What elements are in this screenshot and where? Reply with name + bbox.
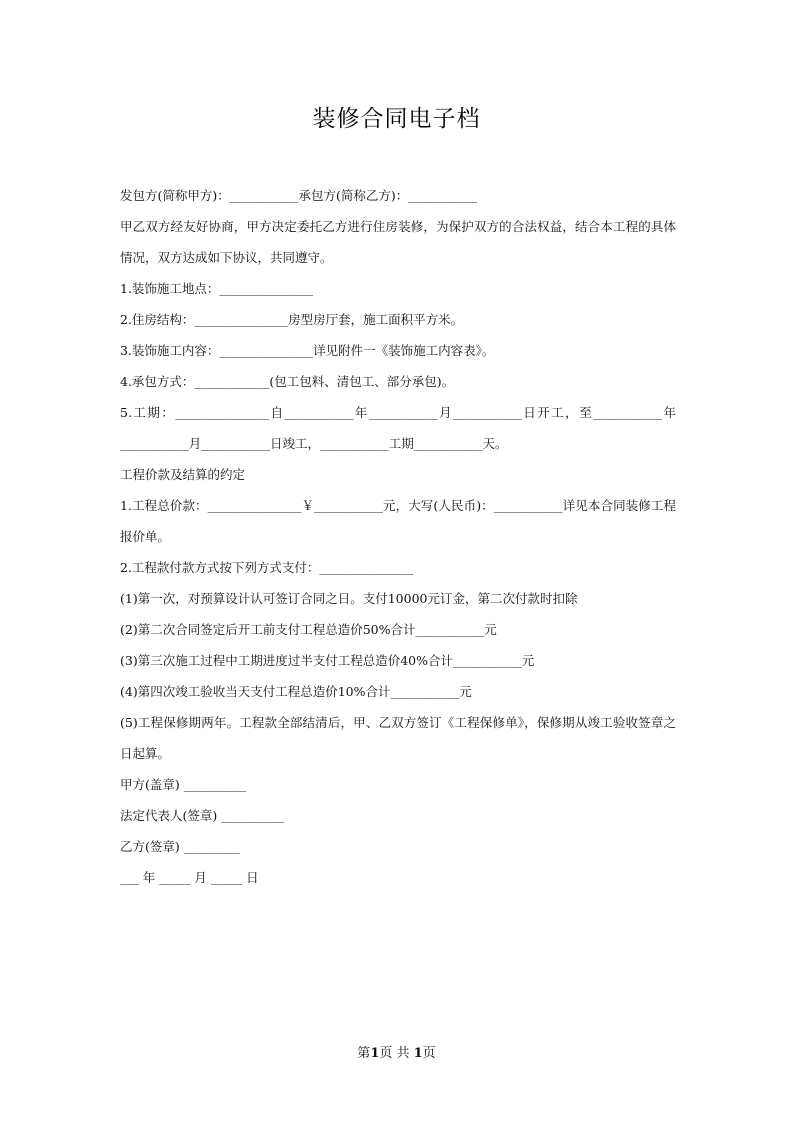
footer-suffix: 页 [422,1046,436,1061]
page-footer [0,1042,793,1061]
payment-item-5: (5)工程保修期两年。工程款全部结清后，甲、乙双方签订《工程保修单》，保修期从竣工验收签章之日起算。 [120,715,676,761]
signature-legal-rep: 法定代表人(签章) __________ [120,808,284,823]
payment-item-4: (4)第四次竣工验收当天支付工程总造价10%合计___________元 [120,684,472,699]
footer-middle: 页 共 [379,1046,414,1061]
clause-total-price: 1.工程总价款：_______________￥___________元，大写(人民币)：___________详见本合同装修工程报价单。 [120,498,676,544]
signature-party-b: 乙方(签章) _________ [120,839,240,854]
clause-schedule: 5.工期：_______________自___________年___________月___________日开工，至___________年___________月___________日竣工，___________工期___________天。 [120,405,676,451]
parties-line: 发包方(简称甲方)：___________承包方(简称乙方)：___________ [120,188,478,203]
document-body [120,180,676,893]
footer-total-pages: 1 [413,1046,423,1061]
payment-item-1: (1)第一次，对预算设计认可签订合同之日。支付10000元订金，第二次付款时扣除 [120,591,578,606]
payment-item-3: (3)第三次施工过程中工期进度过半支付工程总造价40%合计___________元 [120,653,535,668]
footer-prefix: 第 [357,1046,371,1061]
document-title: 装修合同电子档 [312,106,481,132]
intro-paragraph: 甲乙双方经友好协商，甲方决定委托乙方进行住房装修，为保护双方的合法权益，结合本工程的具体情况，双方达成如下协议，共同遵守。 [120,219,676,265]
clause-location: 1.装饰施工地点：_______________ [120,281,314,296]
clause-content: 3.装饰施工内容：_______________详见附件一《装饰施工内容表》。 [120,343,495,358]
signature-party-a: 甲方(盖章) __________ [120,777,247,792]
clause-structure: 2.住房结构：_______________房型房厅套，施工面积平方米。 [120,312,464,327]
signature-date: ___ 年 _____ 月 _____ 日 [120,870,259,885]
section-heading-payment: 工程价款及结算的约定 [120,467,246,482]
payment-item-2: (2)第二次合同签定后开工前支付工程总造价50%合计___________元 [120,622,497,637]
clause-payment-method: 2.工程款付款方式按下列方式支付：_______________ [120,560,414,575]
footer-page-number: 1 [370,1046,380,1061]
clause-contract-mode: 4.承包方式：____________(包工包料、清包工、部分承包)。 [120,374,455,389]
